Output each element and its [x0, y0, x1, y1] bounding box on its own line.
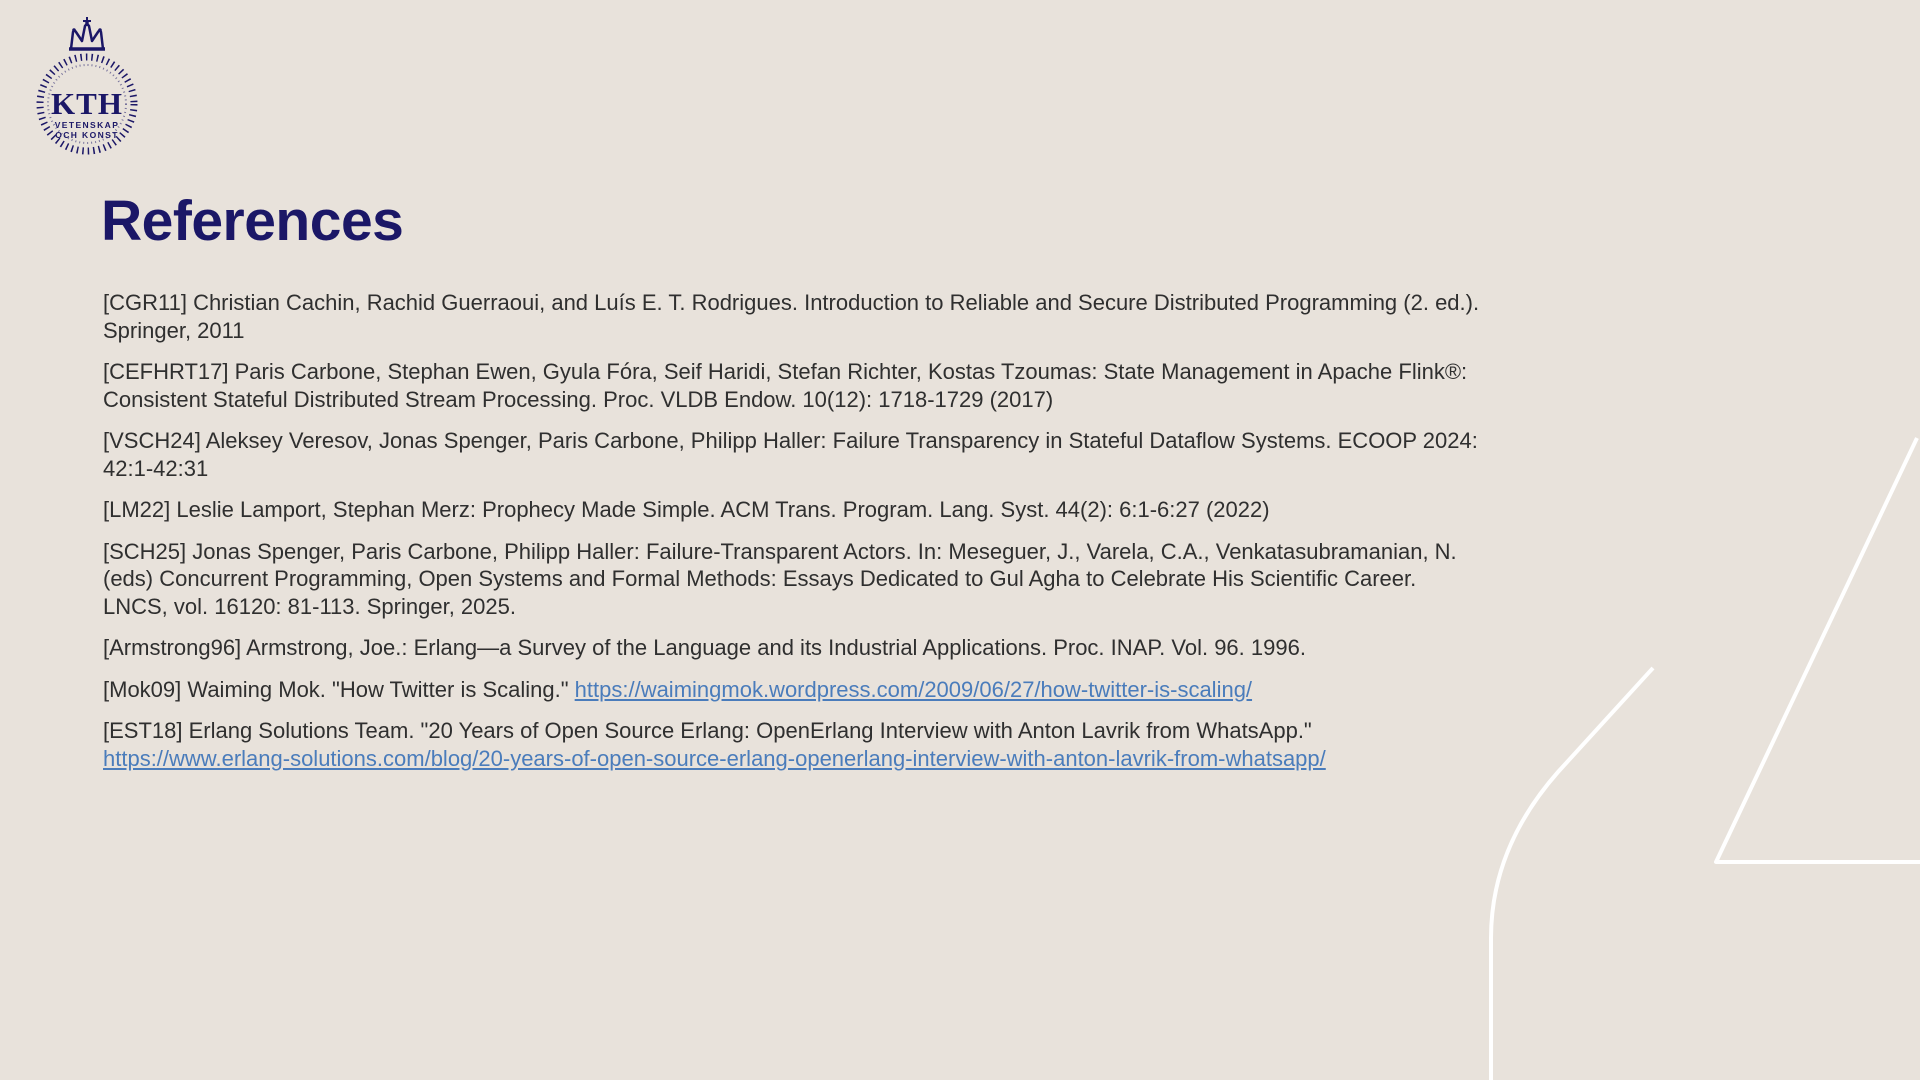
page-title: References — [101, 189, 404, 253]
references-list — [103, 289, 1483, 786]
reference-text: [VSCH24] Aleksey Veresov, Jonas Spenger, Paris Carbone, Philipp Haller: Failure Transparency in Stateful Dataflow Systems. ECOOP 2024: 42:1-42:31 — [103, 428, 1478, 481]
reference-item — [103, 717, 1483, 772]
reference-text: [CEFHRT17] Paris Carbone, Stephan Ewen, Gyula Fóra, Seif Haridi, Stefan Richter, Kostas Tzoumas: State Management in Apache Flink®: Consistent Stateful Distributed Stream Processing. Proc. VLDB Endow. 10(12): 1718-1729 (2017) — [103, 359, 1468, 412]
reference-item — [103, 289, 1483, 344]
reference-link[interactable]: https://www.erlang-solutions.com/blog/20-years-of-open-source-erlang-openerlang-interview-with-anton-lavrik-from-whatsapp/ — [103, 745, 1326, 771]
reference-item — [103, 538, 1483, 621]
reference-item — [103, 676, 1483, 704]
reference-item — [103, 634, 1483, 662]
reference-text: [Mok09] Waiming Mok. "How Twitter is Scaling." — [103, 676, 575, 702]
reference-link[interactable]: https://waimingmok.wordpress.com/2009/06/27/how-twitter-is-scaling/ — [574, 676, 1253, 702]
reference-text: [CGR11] Christian Cachin, Rachid Guerraoui, and Luís E. T. Rodrigues. Introduction to Reliable and Secure Distributed Programming (2. ed.). Springer, 2011 — [103, 290, 1480, 343]
kth-logo — [26, 14, 148, 162]
logo-kth-text: KTH — [51, 86, 123, 121]
logo-subtext-2: OCH KONST — [55, 130, 119, 140]
reference-item — [103, 358, 1483, 413]
reference-item — [103, 496, 1483, 524]
reference-text: [EST18] Erlang Solutions Team. "20 Years of Open Source Erlang: OpenErlang Interview with Anton Lavrik from WhatsApp." — [103, 718, 1312, 743]
reference-text: [SCH25] Jonas Spenger, Paris Carbone, Philipp Haller: Failure-Transparent Actors. In: Meseguer, J., Varela, C.A., Venkatasubramanian, N. (eds) Concurrent Programming, Open Systems and Formal Methods: Essays Dedicated to Gul Agha to Celebrate His Scientific Career. LNCS, vol. 16120: 81-113. Springer, 2025. — [103, 538, 1457, 619]
crown-icon — [71, 25, 103, 50]
reference-text: [Armstrong96] Armstrong, Joe.: Erlang—a Survey of the Language and its Industrial Applications. Proc. INAP. Vol. 96. 1996. — [103, 635, 1306, 660]
reference-text: [LM22] Leslie Lamport, Stephan Merz: Prophecy Made Simple. ACM Trans. Program. Lang. Syst. 44(2): 6:1-6:27 (2022) — [103, 497, 1270, 522]
reference-item — [103, 427, 1483, 482]
logo-subtext-1: VETENSKAP — [54, 120, 120, 130]
